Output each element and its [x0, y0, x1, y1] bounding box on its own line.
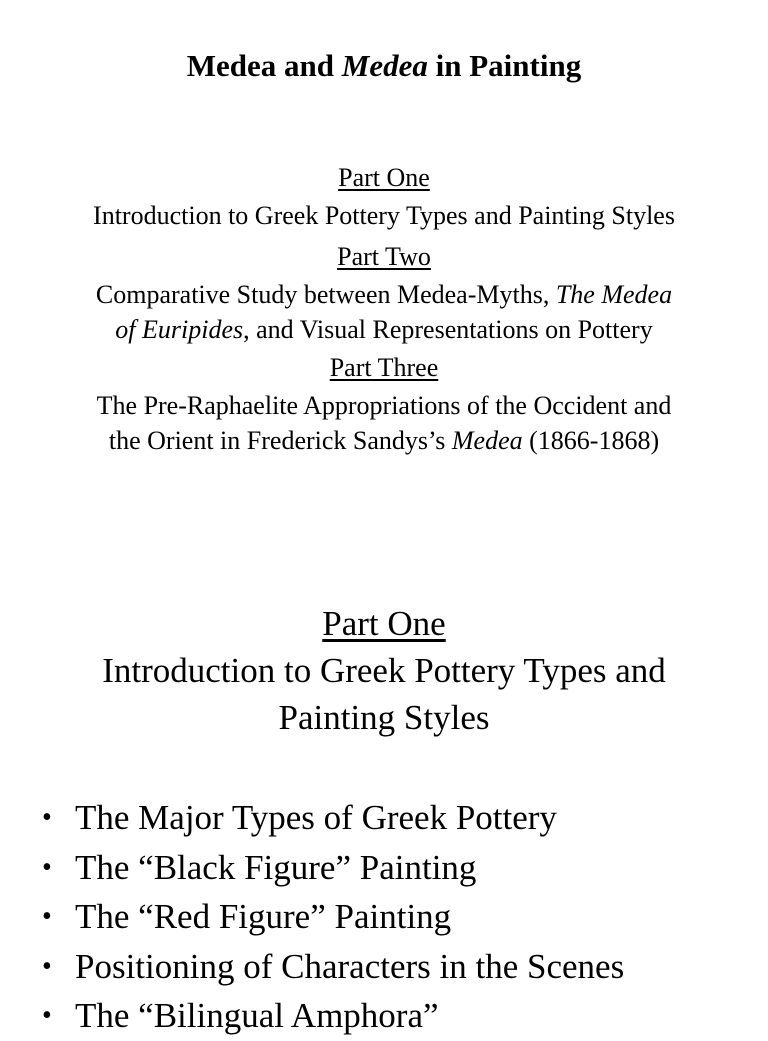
list-item-text: Positioning of Characters in the Scenes: [75, 946, 625, 986]
bullet-icon: •: [42, 851, 52, 883]
toc-part-three-line1: The Pre-Raphaelite Appropriations of the Occident and: [96, 391, 672, 420]
list-item-text: The “Black Figure” Painting: [75, 847, 477, 887]
toc-part-three-line2-after: (1866-1868): [522, 426, 660, 455]
toc-part-two-line1-text: Comparative Study between Medea-Myths,: [95, 280, 556, 309]
bullet-icon: •: [42, 950, 52, 982]
section-title-line2: Painting Styles: [278, 698, 490, 737]
list-item: [40, 843, 740, 893]
list-item-text: The Major Types of Greek Pottery: [75, 798, 557, 837]
toc-part-three-heading: Part Three: [329, 353, 439, 382]
list-item: [40, 942, 740, 992]
section-part-one: [30, 600, 738, 741]
document-title: [0, 48, 768, 84]
list-item: [40, 991, 740, 1041]
bullet-list: [40, 793, 740, 1041]
toc-part-two-description: [30, 277, 738, 347]
section-title-line1: Introduction to Greek Pottery Types and: [102, 651, 666, 690]
toc-part-three-line2-text: the Orient in Frederick Sandys’s: [108, 426, 452, 455]
list-item-text: The “Bilingual Amphora”: [75, 996, 439, 1035]
toc-part-three-description: [30, 388, 738, 458]
toc-part-two-line2-text: , and Visual Representations on Pottery: [243, 315, 653, 344]
bullet-icon: •: [42, 1000, 52, 1031]
list-item-text: The “Red Figure” Painting: [75, 897, 452, 936]
section-heading: Part One: [322, 604, 446, 643]
title-text-italic: Medea: [341, 48, 428, 83]
bullet-icon: •: [42, 802, 52, 833]
bullet-icon: •: [42, 901, 52, 932]
toc-part-two-heading: Part Two: [337, 242, 431, 271]
list-item: [40, 793, 740, 843]
toc-part-two-line2-italic: of Euripides: [115, 315, 244, 344]
title-text-after: in Painting: [427, 48, 582, 83]
toc-part-two-line1-italic: The Medea: [555, 280, 673, 309]
toc-part-one-description: Introduction to Greek Pottery Types and Painting Styles: [93, 201, 675, 230]
table-of-contents: [30, 160, 738, 464]
title-text-before: Medea and: [186, 48, 342, 83]
toc-part-three-line2-italic: Medea: [451, 426, 523, 455]
toc-part-one-heading: Part One: [338, 163, 430, 192]
list-item: [40, 892, 740, 942]
section-title: [30, 647, 738, 741]
